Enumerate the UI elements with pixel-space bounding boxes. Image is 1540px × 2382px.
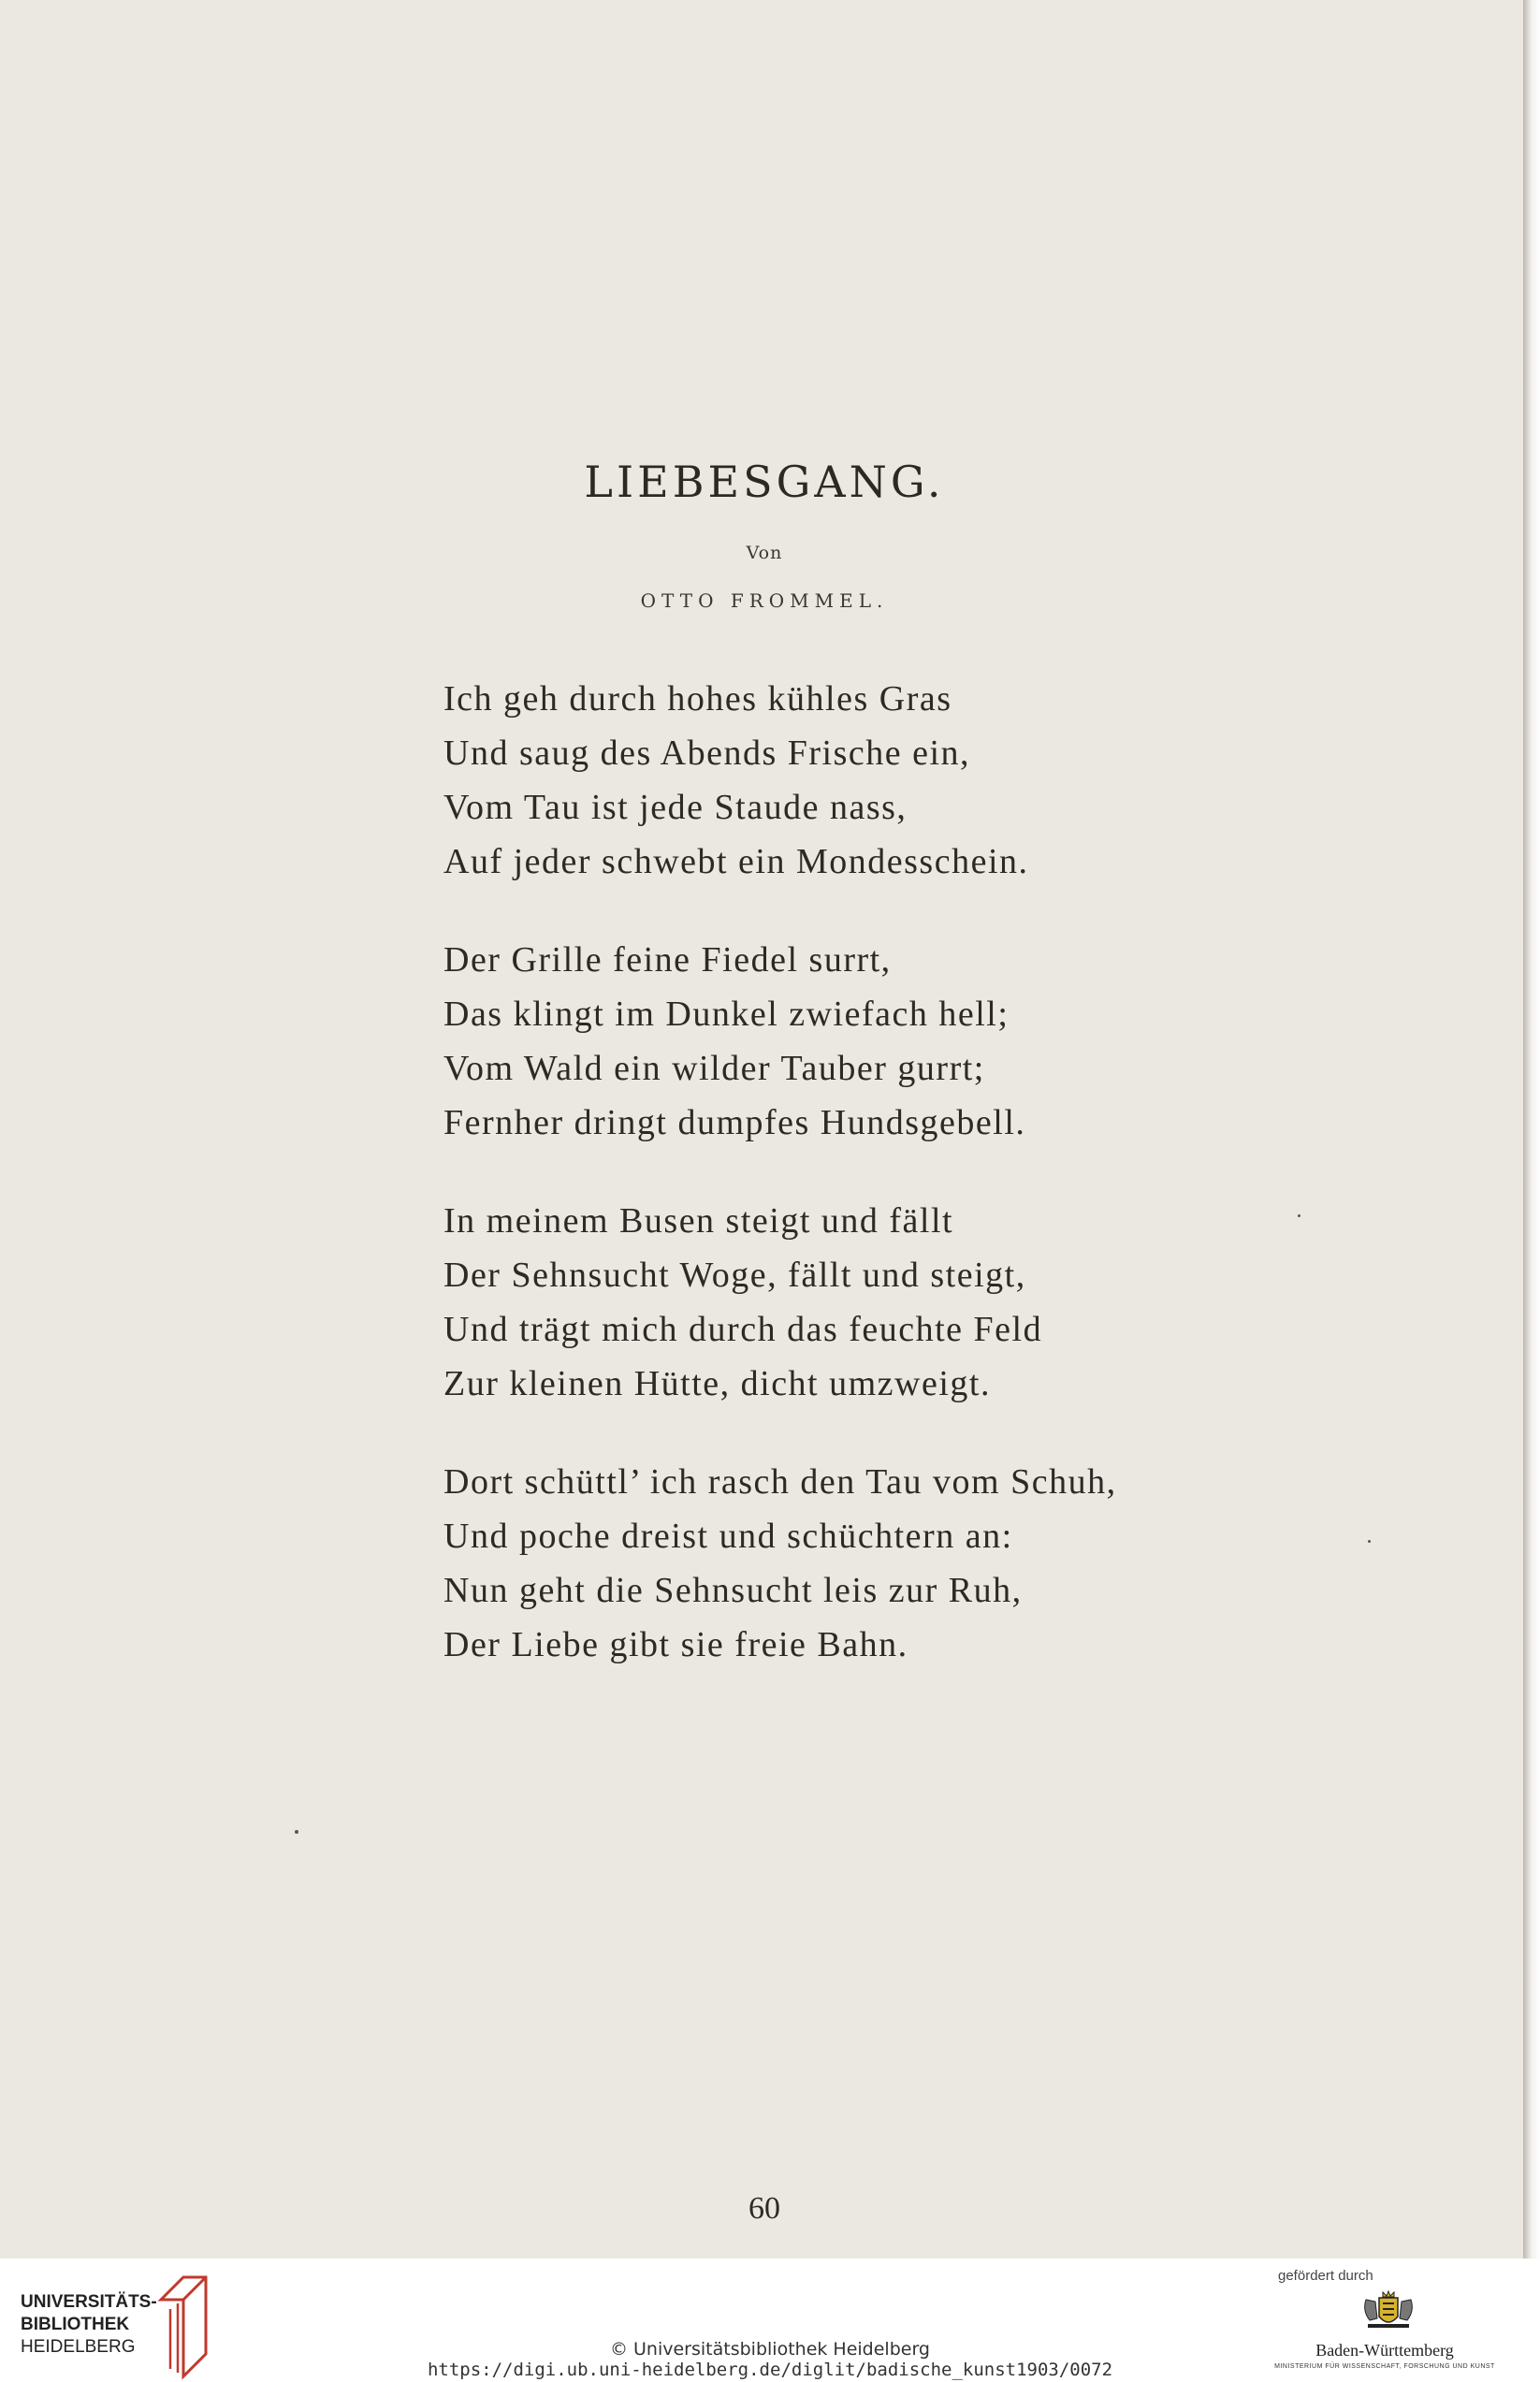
poem-line: Und poche dreist und schüchtern an: <box>443 1517 1013 1556</box>
poem-line: Der Sehnsucht Woge, fällt und steigt, <box>443 1256 1026 1295</box>
poem-line: Auf jeder schwebt ein Mondesschein. <box>443 842 1029 881</box>
sponsor-name: Baden-Württemberg <box>1315 2341 1454 2360</box>
stanza-4 <box>443 1455 1379 1672</box>
poem-line: Zur kleinen Hütte, dicht umzweigt. <box>443 1364 991 1403</box>
poem-line: Und trägt mich durch das feuchte Feld <box>443 1310 1043 1349</box>
poem-body <box>443 672 1379 1716</box>
paper-speck <box>1368 1540 1371 1543</box>
poem-line: Und saug des Abends Frische ein, <box>443 733 971 773</box>
poem-line: Vom Tau ist jede Staude nass, <box>443 788 908 827</box>
sponsor-label: gefördert durch <box>1278 2268 1373 2284</box>
poem-line: Ich geh durch hohes kühles Gras <box>443 679 952 719</box>
page-edge-shadow <box>1523 0 1540 2259</box>
poem-line: Der Grille feine Fiedel surrt, <box>443 940 892 980</box>
footer-bar <box>0 2259 1540 2382</box>
poem-line: Nun geht die Sehnsucht leis zur Ruh, <box>443 1571 1023 1610</box>
paper-speck <box>295 1830 298 1834</box>
coat-of-arms-icon <box>1358 2290 1418 2331</box>
paper-speck <box>1298 1214 1300 1217</box>
stanza-3 <box>443 1194 1379 1411</box>
permalink-url[interactable]: https://digi.ub.uni-heidelberg.de/diglit/badische_kunst1903/0072 <box>427 2360 1113 2380</box>
page-number: 60 <box>748 2191 780 2226</box>
stanza-2 <box>443 933 1379 1150</box>
poem-line: Fernher dringt dumpfes Hundsgebell. <box>443 1103 1026 1142</box>
copyright-notice: © Universitätsbibliothek Heidelberg <box>609 2339 930 2360</box>
library-name-line1: UNIVERSITÄTS- <box>21 2292 157 2312</box>
poem-line: Das klingt im Dunkel zwiefach hell; <box>443 995 1010 1034</box>
stanza-1 <box>443 672 1379 889</box>
sponsor-ministry: MINISTERIUM FÜR WISSENSCHAFT, FORSCHUNG UND KUNST <box>1274 2363 1495 2370</box>
library-name-line2: BIBLIOTHEK <box>21 2315 130 2334</box>
poem-line: Der Liebe gibt sie freie Bahn. <box>443 1625 908 1664</box>
poem-line: Dort schüttl’ ich rasch den Tau vom Schuh, <box>443 1462 1117 1502</box>
poem-line: Vom Wald ein wilder Tauber gurrt; <box>443 1049 985 1088</box>
poem-line: In meinem Busen steigt und fällt <box>443 1201 954 1241</box>
byline-von: Von <box>746 543 783 563</box>
poem-author: OTTO FROMMEL. <box>640 589 889 612</box>
poem-title: LIEBESGANG. <box>584 457 945 507</box>
library-name-line3: HEIDELBERG <box>21 2337 136 2357</box>
